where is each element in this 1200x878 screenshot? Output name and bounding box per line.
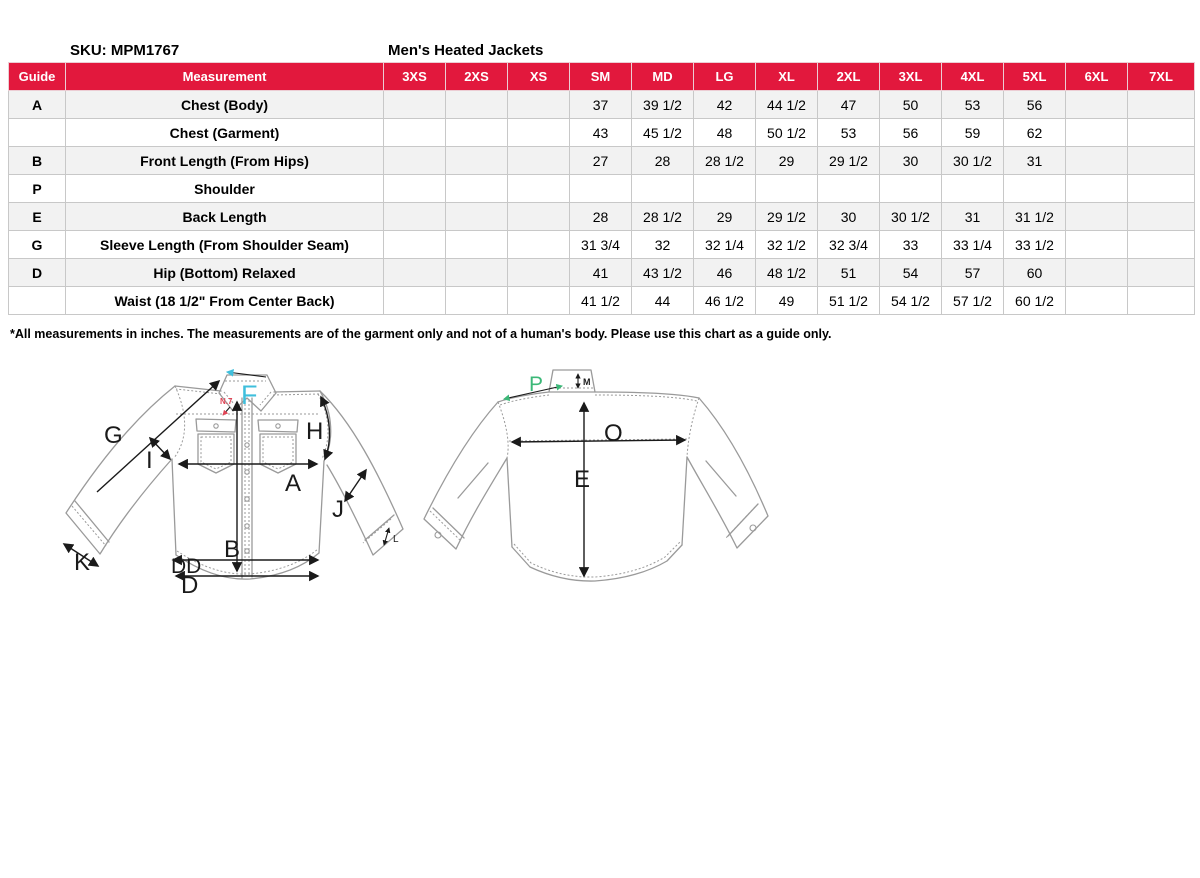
size-value-cell: [508, 147, 570, 175]
page-title: Men's Heated Jackets: [388, 42, 544, 59]
size-value-cell: 28: [570, 203, 632, 231]
size-value-cell: 28: [632, 147, 694, 175]
size-value-cell: [508, 231, 570, 259]
size-value-cell: 32 1/2: [756, 231, 818, 259]
measurement-cell: Chest (Garment): [66, 119, 384, 147]
diagram-label-A: A: [285, 470, 302, 497]
size-value-cell: 42: [694, 91, 756, 119]
sku-label: SKU: MPM1767: [70, 42, 180, 59]
measure-line-I: [150, 438, 170, 459]
guide-cell: P: [9, 175, 66, 203]
table-header-row: [9, 63, 1195, 91]
size-value-cell: 56: [880, 119, 942, 147]
size-value-cell: 29 1/2: [756, 203, 818, 231]
size-value-cell: 27: [570, 147, 632, 175]
measurement-cell: Chest (Body): [66, 91, 384, 119]
diagram-label-P: P: [529, 373, 544, 396]
size-value-cell: [446, 147, 508, 175]
size-value-cell: [508, 119, 570, 147]
guide-cell: E: [9, 203, 66, 231]
column-header-2xs: 2XS: [446, 63, 508, 91]
size-value-cell: 46: [694, 259, 756, 287]
size-value-cell: [508, 175, 570, 203]
size-value-cell: 31 3/4: [570, 231, 632, 259]
size-value-cell: [818, 175, 880, 203]
diagram-label-F: F: [241, 380, 258, 410]
size-value-cell: 50 1/2: [756, 119, 818, 147]
diagram-label-DD: DD: [171, 555, 202, 578]
guide-cell: [9, 287, 66, 315]
size-value-cell: 44 1/2: [756, 91, 818, 119]
size-value-cell: 53: [818, 119, 880, 147]
size-value-cell: 59: [942, 119, 1004, 147]
size-value-cell: [632, 175, 694, 203]
diagram-label-M: M: [583, 377, 591, 387]
column-header-6xl: 6XL: [1066, 63, 1128, 91]
size-value-cell: [446, 231, 508, 259]
size-value-cell: [1004, 175, 1066, 203]
column-header-xs: XS: [508, 63, 570, 91]
diagram-label-K: K: [74, 549, 91, 576]
size-value-cell: 41 1/2: [570, 287, 632, 315]
size-value-cell: 62: [1004, 119, 1066, 147]
size-value-cell: 31 1/2: [1004, 203, 1066, 231]
size-value-cell: 51: [818, 259, 880, 287]
column-header-2xl: 2XL: [818, 63, 880, 91]
size-value-cell: 28 1/2: [694, 147, 756, 175]
guide-cell: G: [9, 231, 66, 259]
size-value-cell: [880, 175, 942, 203]
diagram-label-E: E: [574, 466, 591, 493]
size-value-cell: [446, 175, 508, 203]
size-value-cell: 47: [818, 91, 880, 119]
table-row: [9, 147, 1195, 175]
size-value-cell: [1128, 259, 1195, 287]
size-value-cell: [942, 175, 1004, 203]
size-value-cell: [1128, 147, 1195, 175]
size-value-cell: [1128, 231, 1195, 259]
table-row: [9, 287, 1195, 315]
size-value-cell: 54: [880, 259, 942, 287]
measurement-cell: Shoulder: [66, 175, 384, 203]
size-value-cell: 30: [818, 203, 880, 231]
measurement-cell: Front Length (From Hips): [66, 147, 384, 175]
size-value-cell: 60: [1004, 259, 1066, 287]
size-value-cell: 33 1/4: [942, 231, 1004, 259]
size-value-cell: [1128, 287, 1195, 315]
size-value-cell: 43 1/2: [632, 259, 694, 287]
diagram-label-N.7: N.7: [220, 397, 233, 406]
size-value-cell: 37: [570, 91, 632, 119]
measurement-cell: Sleeve Length (From Shoulder Seam): [66, 231, 384, 259]
diagram-label-O: O: [604, 420, 623, 447]
measurement-cell: Waist (18 1/2" From Center Back): [66, 287, 384, 315]
size-value-cell: 30: [880, 147, 942, 175]
column-header-md: MD: [632, 63, 694, 91]
column-header-xl: XL: [756, 63, 818, 91]
size-value-cell: [694, 175, 756, 203]
size-value-cell: [1128, 203, 1195, 231]
table-row: [9, 119, 1195, 147]
size-value-cell: 46 1/2: [694, 287, 756, 315]
size-value-cell: 33: [880, 231, 942, 259]
size-value-cell: [508, 91, 570, 119]
size-value-cell: [1128, 91, 1195, 119]
measure-line-J: [345, 470, 366, 501]
size-value-cell: [1128, 119, 1195, 147]
size-value-cell: 57 1/2: [942, 287, 1004, 315]
diagram-label-I: I: [146, 447, 153, 474]
size-value-cell: [1066, 175, 1128, 203]
size-value-cell: 51 1/2: [818, 287, 880, 315]
size-value-cell: [508, 287, 570, 315]
guide-cell: [9, 119, 66, 147]
size-value-cell: [508, 203, 570, 231]
column-header-4xl: 4XL: [942, 63, 1004, 91]
size-value-cell: [384, 175, 446, 203]
size-value-cell: [384, 119, 446, 147]
size-value-cell: 57: [942, 259, 1004, 287]
measurement-diagram: [0, 340, 830, 620]
size-value-cell: 32 1/4: [694, 231, 756, 259]
column-header-measurement: Measurement: [66, 63, 384, 91]
table-row: [9, 231, 1195, 259]
guide-cell: D: [9, 259, 66, 287]
size-value-cell: 32 3/4: [818, 231, 880, 259]
column-header-3xl: 3XL: [880, 63, 942, 91]
guide-cell: A: [9, 91, 66, 119]
guide-cell: B: [9, 147, 66, 175]
size-value-cell: [1066, 91, 1128, 119]
size-value-cell: 48 1/2: [756, 259, 818, 287]
size-value-cell: [446, 91, 508, 119]
size-value-cell: 29 1/2: [818, 147, 880, 175]
size-value-cell: 49: [756, 287, 818, 315]
size-value-cell: 30 1/2: [880, 203, 942, 231]
size-value-cell: 29: [756, 147, 818, 175]
size-value-cell: [384, 287, 446, 315]
size-value-cell: [384, 91, 446, 119]
size-value-cell: [756, 175, 818, 203]
size-value-cell: [446, 119, 508, 147]
size-value-cell: 30 1/2: [942, 147, 1004, 175]
size-value-cell: 41: [570, 259, 632, 287]
diagram-label-D: D: [181, 572, 199, 599]
column-header-sm: SM: [570, 63, 632, 91]
size-value-cell: [1128, 175, 1195, 203]
measurement-cell: Back Length: [66, 203, 384, 231]
size-value-cell: [446, 203, 508, 231]
size-value-cell: 31: [942, 203, 1004, 231]
size-value-cell: 29: [694, 203, 756, 231]
table-row: [9, 91, 1195, 119]
size-value-cell: 60 1/2: [1004, 287, 1066, 315]
table-row: [9, 203, 1195, 231]
size-value-cell: 54 1/2: [880, 287, 942, 315]
table-row: [9, 175, 1195, 203]
table-row: [9, 259, 1195, 287]
column-header-lg: LG: [694, 63, 756, 91]
size-value-cell: 44: [632, 287, 694, 315]
size-value-cell: [384, 203, 446, 231]
column-header-3xs: 3XS: [384, 63, 446, 91]
diagram-label-J: J: [332, 496, 344, 523]
size-value-cell: [1066, 287, 1128, 315]
back-measure-arrows: [504, 374, 685, 576]
size-value-cell: 28 1/2: [632, 203, 694, 231]
diagram-label-L: L: [393, 534, 399, 545]
size-value-cell: [1066, 147, 1128, 175]
size-value-cell: 31: [1004, 147, 1066, 175]
size-value-cell: 33 1/2: [1004, 231, 1066, 259]
size-value-cell: [1066, 259, 1128, 287]
measurement-cell: Hip (Bottom) Relaxed: [66, 259, 384, 287]
column-header-7xl: 7XL: [1128, 63, 1195, 91]
size-value-cell: [1066, 231, 1128, 259]
footnote: *All measurements in inches. The measurements are of the garment only and not of a human's body. Please use this chart as a guide only.: [10, 327, 832, 341]
size-value-cell: [508, 259, 570, 287]
size-value-cell: [570, 175, 632, 203]
size-value-cell: 53: [942, 91, 1004, 119]
size-value-cell: 32: [632, 231, 694, 259]
back-jacket-sketch: [424, 370, 768, 581]
size-value-cell: 43: [570, 119, 632, 147]
size-value-cell: [1066, 203, 1128, 231]
size-value-cell: [384, 147, 446, 175]
size-value-cell: 39 1/2: [632, 91, 694, 119]
size-chart-table: [8, 62, 1195, 315]
size-value-cell: [384, 259, 446, 287]
column-header-guide: Guide: [9, 63, 66, 91]
size-value-cell: 48: [694, 119, 756, 147]
column-header-5xl: 5XL: [1004, 63, 1066, 91]
diagram-labels: [74, 373, 623, 599]
size-value-cell: [1066, 119, 1128, 147]
size-value-cell: [446, 287, 508, 315]
diagram-label-H: H: [306, 418, 324, 445]
size-value-cell: [446, 259, 508, 287]
size-value-cell: [384, 231, 446, 259]
diagram-label-B: B: [224, 536, 241, 563]
size-value-cell: 56: [1004, 91, 1066, 119]
size-value-cell: 45 1/2: [632, 119, 694, 147]
diagram-label-G: G: [104, 422, 123, 449]
size-value-cell: 50: [880, 91, 942, 119]
